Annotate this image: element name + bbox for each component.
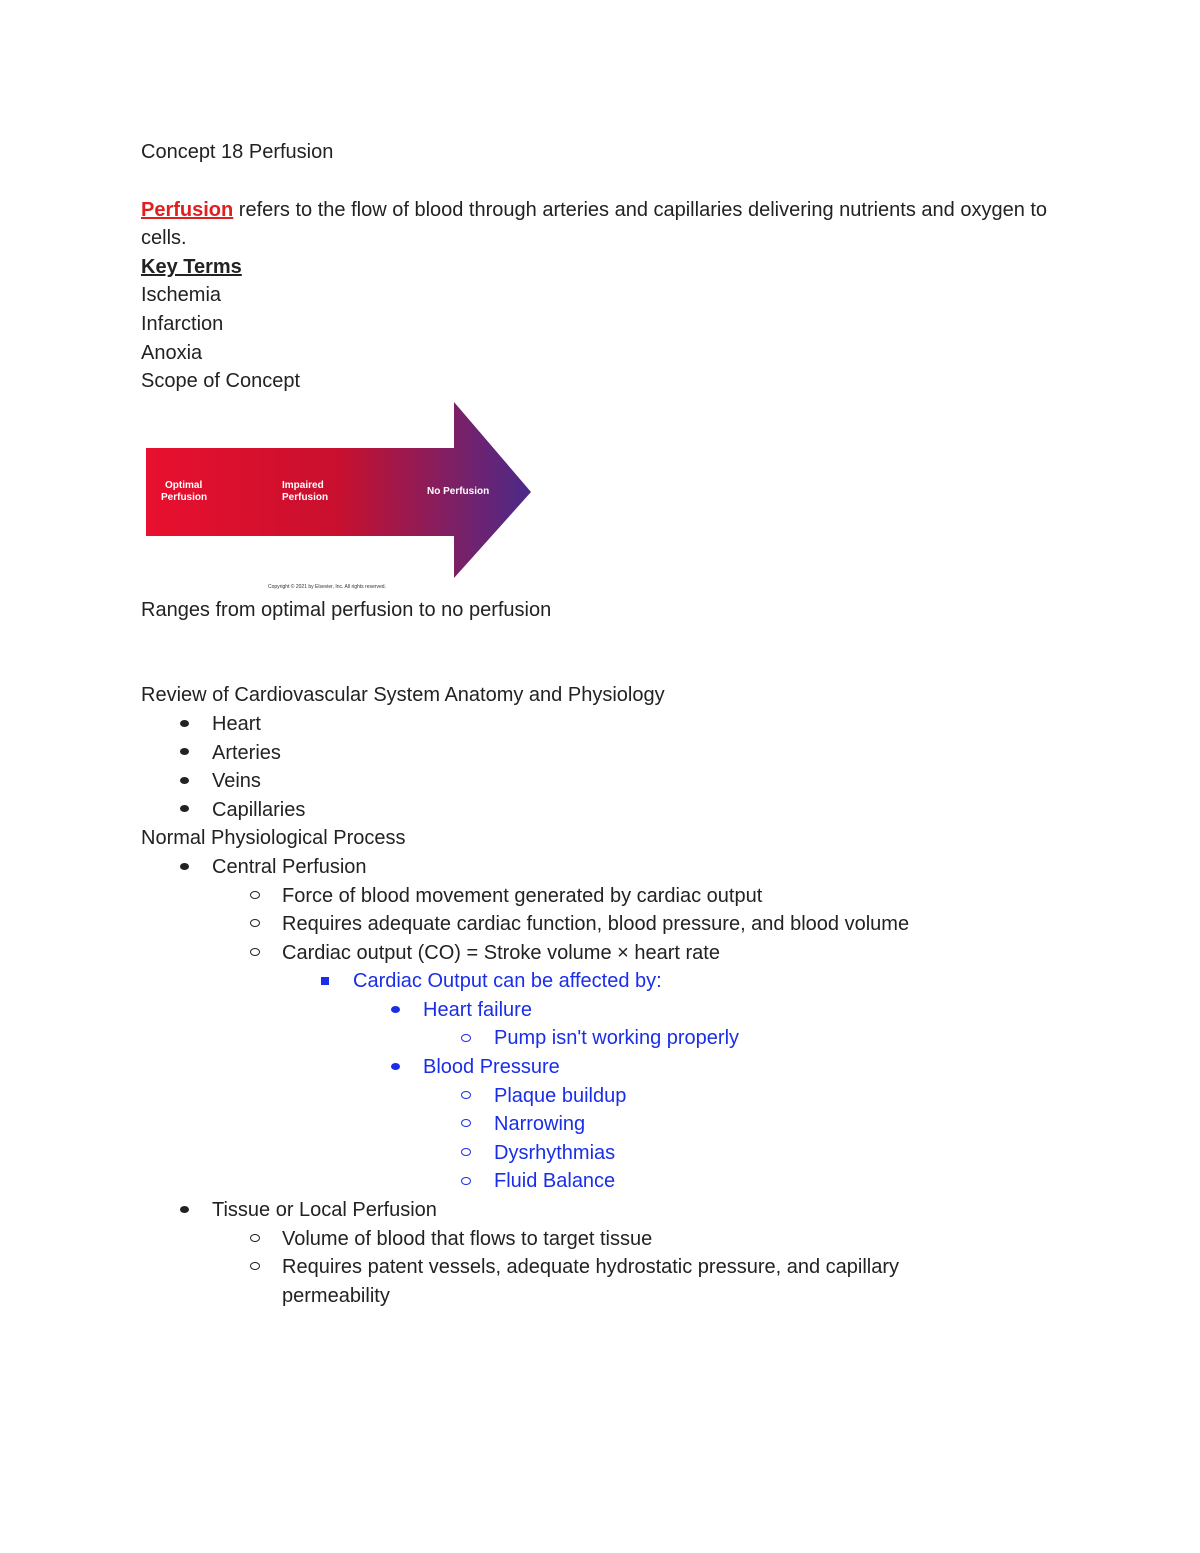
bullet-ring-icon [456, 1139, 476, 1168]
bullet-ring-icon [245, 910, 265, 939]
bullet-ring-icon [456, 1167, 476, 1196]
review-heading: Review of Cardiovascular System Anatomy and Physiology [141, 684, 665, 707]
bullet-dot-icon [385, 1053, 405, 1082]
list-item: Cardiac output (CO) = Stroke volume × heart rate [141, 939, 1061, 968]
list-item: Dysrhythmias [141, 1139, 1061, 1168]
bullet-ring-icon [456, 1024, 476, 1053]
bullet-dot-icon [385, 996, 405, 1025]
bullet-dot-icon [174, 796, 194, 825]
bullet-dot-icon [174, 710, 194, 739]
definition-text: refers to the flow of blood through arteries and capillaries delivering nutrients and oxygen to cells. [141, 198, 1048, 250]
label-no-perfusion: No Perfusion [427, 485, 490, 497]
bullet-dot-icon [174, 1196, 194, 1225]
bullet-dot-icon [174, 739, 194, 768]
normal-process-list [141, 853, 1061, 1311]
normal-process-heading: Normal Physiological Process [141, 827, 406, 850]
bullet-ring-icon [245, 939, 265, 968]
list-item: Heart [141, 710, 1061, 739]
list-item: Pump isn't working properly [141, 1024, 1061, 1053]
list-item: Fluid Balance [141, 1167, 1061, 1196]
definition-term: Perfusion [141, 198, 234, 221]
bullet-ring-icon [456, 1110, 476, 1139]
bullet-ring-icon [245, 882, 265, 911]
key-term: Anoxia [141, 341, 203, 364]
list-item: Requires patent vessels, adequate hydrostatic pressure, and capillary permeability [141, 1253, 962, 1310]
bullet-square-icon [315, 967, 335, 996]
perfusion-arrow-graphic [141, 402, 541, 594]
list-item-blood-pressure: Blood Pressure [141, 1053, 1061, 1082]
list-item: Force of blood movement generated by cardiac output [141, 882, 1061, 911]
label-optimal-line1: Optimal [165, 479, 203, 491]
bullet-ring-icon [456, 1082, 476, 1111]
bullet-ring-icon [245, 1253, 265, 1282]
label-impaired-line1: Impaired [282, 479, 324, 491]
bullet-dot-icon [174, 853, 194, 882]
label-optimal-line2: Perfusion [161, 491, 208, 503]
list-item: Veins [141, 767, 1061, 796]
document-page [141, 138, 1061, 1310]
list-item: Narrowing [141, 1110, 1061, 1139]
scope-heading: Scope of Concept [141, 370, 300, 393]
figure-copyright: Copyright © 2021 by Elsevier, Inc. All rights reserved. [268, 583, 386, 590]
review-list [141, 710, 1061, 824]
list-item: Plaque buildup [141, 1082, 1061, 1111]
list-item-heart-failure: Heart failure [141, 996, 1061, 1025]
bullet-dot-icon [174, 767, 194, 796]
list-item: Volume of blood that flows to target tissue [141, 1225, 1061, 1254]
key-term: Ischemia [141, 284, 222, 307]
key-terms-heading: Key Terms [141, 255, 242, 278]
list-item-central-perfusion: Central Perfusion [141, 853, 1061, 882]
figure-caption: Ranges from optimal perfusion to no perfusion [141, 598, 552, 621]
list-item: Capillaries [141, 796, 1061, 825]
list-item-co-affected: Cardiac Output can be affected by: [141, 967, 1061, 996]
page-title: Concept 18 Perfusion [141, 141, 334, 163]
perfusion-continuum-figure [141, 402, 541, 594]
bullet-ring-icon [245, 1225, 265, 1254]
definition-paragraph [141, 196, 1061, 253]
key-term: Infarction [141, 312, 224, 335]
label-impaired-line2: Perfusion [282, 491, 329, 503]
list-item-tissue-perfusion: Tissue or Local Perfusion [141, 1196, 1061, 1225]
list-item: Requires adequate cardiac function, blood pressure, and blood volume [141, 910, 1061, 939]
list-item: Arteries [141, 739, 1061, 768]
